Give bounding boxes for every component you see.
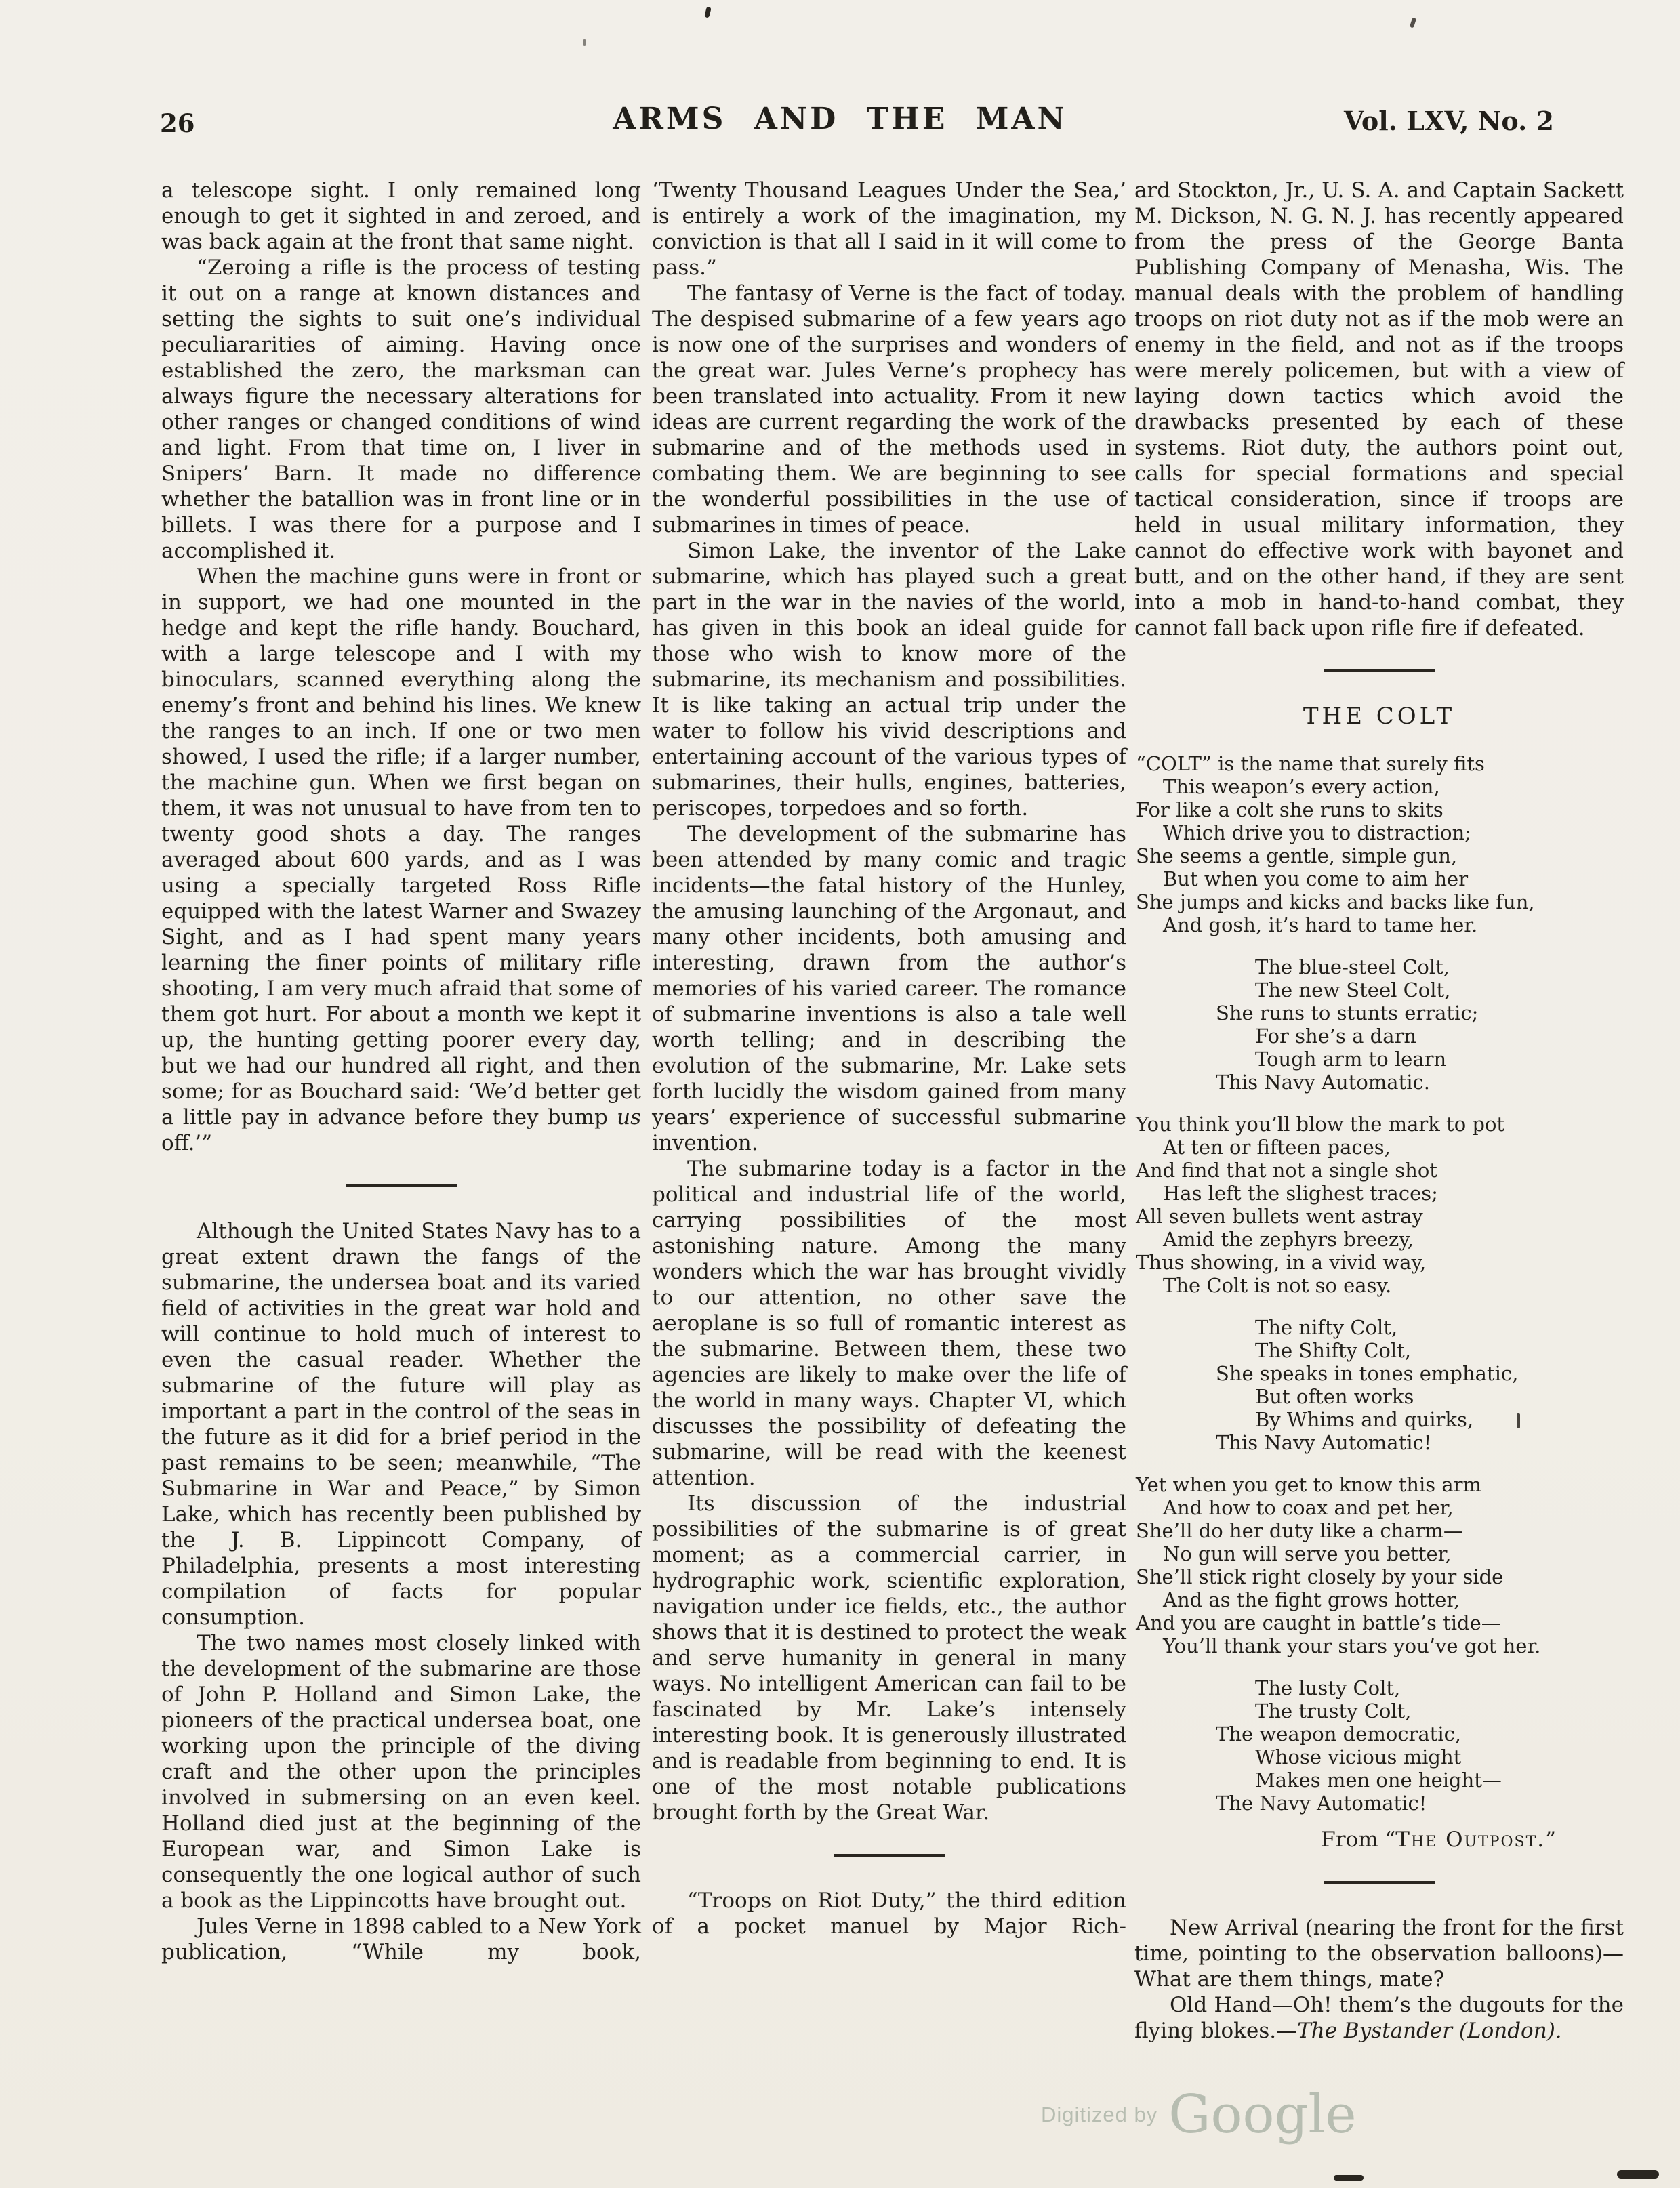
poem-line: You’ll thank your stars you’ve got her. xyxy=(1163,1634,1541,1657)
google-watermark xyxy=(1041,2084,1357,2145)
poem-attribution: From “The Outpost.” xyxy=(1321,1828,1556,1852)
poem-line: The Colt is not so easy. xyxy=(1163,1274,1392,1297)
stanza-gap xyxy=(1134,1454,1624,1473)
poem-line: She’ll stick right closely by your side xyxy=(1136,1565,1504,1588)
poem-line: This weapon’s every action, xyxy=(1163,775,1440,798)
paragraph: Although the United States Navy has to a great extent drawn the fangs of the submarine, the undersea boat and its varied field of activities in the great war hold and will continue to hold much of interest to even the casual reader. Whether the submarine of the future will play as important a part in the control of the seas in the future as it did for a brief period in the past remains to be seen; meanwhile, “The Submarine in War and Peace,” by Simon Lake, which has recently been published by the J. B. Lippincott Company, of Philadelphia, presents a most interesting compilation of facts for popular consumption. xyxy=(161,1219,641,1630)
scan-artifact xyxy=(1517,1413,1520,1428)
poem-line: The trusty Colt, xyxy=(1255,1699,1412,1722)
poem-line: Thus showing, in a vivid way, xyxy=(1136,1251,1427,1274)
section-divider xyxy=(834,1854,945,1857)
poem-line: But often works xyxy=(1255,1385,1414,1408)
scan-artifact xyxy=(704,6,712,18)
poem-line: The weapon democratic, xyxy=(1216,1722,1462,1746)
poem-line: This Navy Automatic. xyxy=(1216,1071,1430,1094)
paragraph: The development of the submarine has been attended by many comic and tragic incidents—the fatal history of the Hunley, the amusing launching of the Argonaut, and many other incidents, both amusing and interesting, drawn from the author’s memories of his varied career. The romance of submarine inventions is also a tale well worth telling; and in describing the evolution of the submarine, Mr. Lake sets forth lucidly the wisdom gained from many years’ experience of successful submarine invention. xyxy=(652,822,1126,1155)
watermark-text: Digitized by xyxy=(1041,2103,1158,2126)
poem-line: “COLT” is the name that surely fits xyxy=(1136,752,1485,775)
scan-artifact xyxy=(583,39,586,46)
poem-line: Yet when you get to know this arm xyxy=(1136,1473,1481,1496)
scan-artifact xyxy=(1617,2170,1659,2179)
poem-line: The Shifty Colt, xyxy=(1255,1339,1412,1362)
paragraph: ard Stockton, Jr., U. S. A. and Captain Sackett M. Dickson, N. G. N. J. has recently appeared from the press of the George Banta Publishing Company of Menasha, Wis. The manual deals with the problem of handling troops on riot duty not as if the mob were an enemy in the field, and not as if the troops were merely policemen, but with a view of laying down tactics which avoid the drawbacks presented by each of these systems. Riot duty, the authors point out, calls for special formations and special tactical consideration, since if troops are held in usual military information, they cannot do effective work with bayonet and butt, and on the other hand, if they are sent into a mob in hand-to-hand combat, they cannot fall back upon rifle fire if defeated. xyxy=(1134,178,1624,640)
stanza-gap xyxy=(1134,1657,1624,1676)
poem-line: You think you’ll blow the mark to pot xyxy=(1136,1113,1505,1136)
poem-line: All seven bullets went astray xyxy=(1136,1205,1423,1228)
stanza-gap xyxy=(1134,936,1624,955)
poem-line: For she’s a darn xyxy=(1255,1025,1417,1048)
poem-line: But when you come to aim her xyxy=(1163,867,1469,890)
paragraph: Its discussion of the industrial possibilities of the submarine is of great moment; as a commercial carrier, in hydrographic work, scientific exploration, navigation under ice fields, etc., the author shows that it is destined to protect the weak and serve humanity in general in many ways. No intelligent American can fail to be fascinated by Mr. Lake’s intensely interesting book. It is generously illustrated and is readable from beginning to end. It is one of the most notable publications brought forth by the Great War. xyxy=(652,1491,1126,1825)
paragraph: Old Hand—Oh! them’s the dugouts for the flying blokes.—The Bystander (London). xyxy=(1134,1993,1624,2043)
stanza-gap xyxy=(1134,1094,1624,1113)
paragraph: Simon Lake, the inventor of the Lake submarine, which has played such a great part in the war in the navies of the world, has given in this book an ideal guide for those who wish to know more of the submarine, its mechanism and possibilities. It is like taking an actual trip under the water to follow his vivid descriptions and entertaining account of the various types of submarines, their hulls, engines, batteries, periscopes, torpedoes and so forth. xyxy=(652,539,1126,821)
poem-line: Tough arm to learn xyxy=(1255,1048,1447,1071)
poem-stanza xyxy=(1134,1113,1624,1297)
poem-line: And you are caught in battle’s tide— xyxy=(1136,1611,1501,1634)
poem-line: The lusty Colt, xyxy=(1255,1676,1401,1699)
poem-line: Amid the zephyrs breezy, xyxy=(1163,1228,1414,1251)
poem-line: The new Steel Colt, xyxy=(1255,978,1451,1002)
poem-line: Makes men one height— xyxy=(1255,1769,1502,1792)
volume-issue: Vol. LXV, No. 2 xyxy=(1343,106,1554,136)
paragraph: ‘Twenty Thousand Leagues Under the Sea,’ is entirely a work of the imagination, my conviction is that all I said in it will come to pass.” xyxy=(652,178,1126,280)
paragraph: The fantasy of Verne is the fact of today. The despised submarine of a few years ago is now one of the surprises and wonders of the great war. Jules Verne’s prophecy has been translated into actuality. From it new ideas are current regarding the work of the submarine and of the methods used in combating them. We are beginning to see the wonderful possibilities in the use of submarines in times of peace. xyxy=(652,281,1126,537)
poem-line: And find that not a single shot xyxy=(1136,1159,1437,1182)
google-logo: Google xyxy=(1168,2084,1357,2145)
poem-stanza xyxy=(1134,955,1624,1094)
poem-line: For like a colt she runs to skits xyxy=(1136,798,1443,821)
poem-line: At ten or fifteen paces, xyxy=(1163,1136,1391,1159)
paragraph: New Arrival (nearing the front for the first time, pointing to the observation balloons)—What are them things, mate? xyxy=(1134,1916,1624,1991)
poem-line: She seems a gentle, simple gun, xyxy=(1136,844,1458,867)
section-divider xyxy=(1324,1881,1435,1884)
paragraph: a telescope sight. I only remained long enough to get it sighted in and zeroed, and was back again at the front that same night. xyxy=(161,178,641,254)
poem-line: Whose vicious might xyxy=(1255,1746,1462,1769)
text-column-middle xyxy=(652,178,1126,1939)
poem-line: She runs to stunts erratic; xyxy=(1216,1002,1479,1025)
paragraph: “Troops on Riot Duty,” the third edition of a pocket manuel by Major Rich- xyxy=(652,1888,1126,1939)
poem-line: Which drive you to distraction; xyxy=(1163,821,1472,844)
section-divider xyxy=(346,1184,457,1187)
poem-line: Has left the slighest traces; xyxy=(1163,1182,1438,1205)
poem-line: And as the fight grows hotter, xyxy=(1163,1588,1460,1611)
poem-line: The nifty Colt, xyxy=(1255,1316,1398,1339)
poem-line: She’ll do her duty like a charm— xyxy=(1136,1519,1463,1542)
poem-line: No gun will serve you better, xyxy=(1163,1542,1452,1565)
paragraph: “Zeroing a rifle is the process of testing it out on a range at known distances and setting the sights to suit one’s individual peculiararities of aiming. Having once established the zero, the marksman can always figure the necessary alterations for other ranges or changed conditions of wind and light. From that time on, I liver in Snipers’ Barn. It made no difference whether the batallion was in front line or in billets. I was there for a purpose and I accomplished it. xyxy=(161,255,641,563)
poem-line: By Whims and quirks, xyxy=(1255,1408,1474,1431)
poem-stanza xyxy=(1134,1473,1624,1657)
text-column-right xyxy=(1134,178,1624,2044)
scan-artifact xyxy=(1334,2175,1364,2181)
poem-stanza xyxy=(1134,1316,1624,1454)
poem-stanza xyxy=(1134,752,1624,936)
poem-line: The blue-steel Colt, xyxy=(1255,955,1450,978)
section-divider xyxy=(1324,669,1435,672)
poem-line: She jumps and kicks and backs like fun, xyxy=(1136,890,1535,913)
poem-line: She speaks in tones emphatic, xyxy=(1216,1362,1519,1385)
paragraph: When the machine guns were in front or in support, we had one mounted in the hedge and kept the rifle handy. Bouchard, with a large telescope and I with my binoculars, scanned everything along the enemy’s front and behind his lines. We knew the ranges to an inch. If one or two men showed, I used the rifle; if a larger number, the machine gun. When we first began on them, it was not unusual to have from ten to twenty good shots a day. The ranges averaged about 600 yards, and as I was using a specially targeted Ross Rifle equipped with the latest Warner and Swazey Sight, and as I had spent many years learning the finer points of military rifle shooting, I am very much afraid that some of them got hurt. For about a month we kept it up, the hunting getting poorer every day, but we had our hundred all right, and then some; for as Bouchard said: ‘We’d better get a little pay in advance before they bump us off.’” xyxy=(161,564,641,1155)
paragraph: The two names most closely linked with the development of the submarine are those of John P. Holland and Simon Lake, the pioneers of the practical undersea boat, one working upon the principle of the diving craft and the other upon the principles involved in submersing on an even keel. Holland died just at the beginning of the European war, and Simon Lake is consequently the one logical author of such a book as the Lippincotts have brought out. xyxy=(161,1631,641,1913)
text-column-left xyxy=(161,178,641,1965)
paragraph: The submarine today is a factor in the political and industrial life of the world, carrying possibilities of the most astonishing nature. Among the many wonders which the war has brought vividly to our attention, no other save the aeroplane is so full of romantic interest as the submarine. Between them, these two agencies are likely to make over the life of the world in many ways. Chapter VI, which discusses the possibility of defeating the submarine, will be read with the keenest attention. xyxy=(652,1157,1126,1490)
scan-artifact xyxy=(1410,17,1416,28)
poem-line: And gosh, it’s hard to tame her. xyxy=(1163,913,1478,936)
poem-stanza xyxy=(1134,1676,1624,1815)
poem-line: And how to coax and pet her, xyxy=(1163,1496,1454,1519)
poem-line: This Navy Automatic! xyxy=(1216,1431,1432,1454)
stanza-gap xyxy=(1134,1297,1624,1316)
poem-line: The Navy Automatic! xyxy=(1216,1792,1427,1815)
page-number: 26 xyxy=(160,108,195,138)
journal-title: ARMS AND THE MAN xyxy=(613,102,1067,136)
paragraph: Jules Verne in 1898 cabled to a New York publication, “While my book, xyxy=(161,1914,641,1964)
poem-title: THE COLT xyxy=(1303,703,1456,730)
